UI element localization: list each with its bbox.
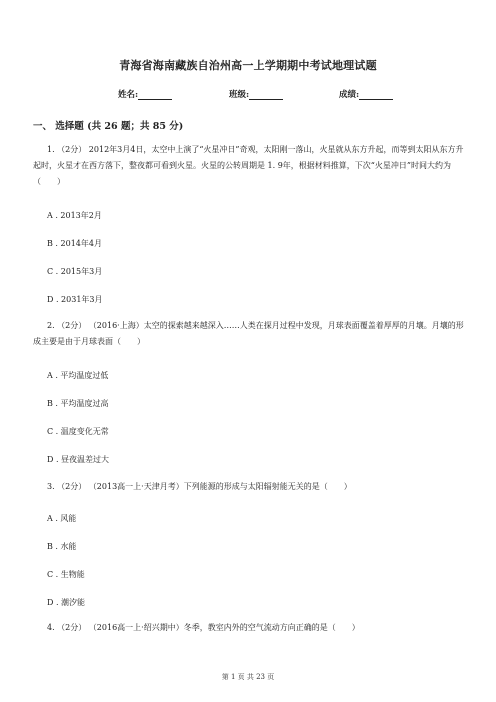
question-3-option-a[interactable]: A . 风能 bbox=[47, 514, 77, 523]
class-blank bbox=[249, 91, 283, 100]
question-2-option-c[interactable]: C . 温度变化无常 bbox=[47, 427, 109, 436]
question-2-option-b[interactable]: B . 平均温度过高 bbox=[47, 399, 109, 408]
question-2 bbox=[33, 318, 465, 350]
score-blank bbox=[359, 91, 393, 100]
page-footer: 第 1 页 共 23 页 bbox=[221, 673, 275, 681]
question-3-option-b[interactable]: B . 水能 bbox=[47, 542, 77, 551]
question-3-text: 3. （2分） （2013高一上·天津月考）下列能源的形成与太阳辐射能无关的是（ ） bbox=[47, 482, 352, 491]
question-3 bbox=[33, 479, 465, 495]
question-4-text: 4. （2分） （2016高一上·绍兴期中）冬季，教室内外的空气流动方向正确的是（ ） bbox=[47, 623, 360, 632]
score-field bbox=[339, 88, 393, 100]
score-label: 成绩: bbox=[339, 90, 360, 100]
class-field bbox=[229, 88, 283, 100]
class-label: 班级: bbox=[229, 90, 250, 100]
question-1-option-c[interactable]: C . 2015年3月 bbox=[47, 267, 103, 276]
question-1-option-d[interactable]: D . 2031年3月 bbox=[47, 295, 103, 304]
section-heading: 一、 选择题 (共 26 题；共 85 分) bbox=[33, 121, 184, 132]
question-2-option-d[interactable]: D . 昼夜温差过大 bbox=[47, 455, 110, 464]
name-label: 姓名: bbox=[118, 90, 139, 100]
question-4 bbox=[33, 620, 465, 636]
question-3-option-c[interactable]: C . 生物能 bbox=[47, 570, 85, 579]
question-1-option-b[interactable]: B . 2014年4月 bbox=[47, 239, 102, 248]
name-field bbox=[118, 88, 172, 100]
question-2-option-a[interactable]: A . 平均温度过低 bbox=[47, 371, 109, 380]
name-blank bbox=[138, 91, 172, 100]
page-title: 青海省海南藏族自治州高一上学期期中考试地理试题 bbox=[119, 59, 377, 72]
question-3-option-d[interactable]: D . 潮汐能 bbox=[47, 598, 86, 607]
question-1-text: 1. （2分） 2012年3月4日，太空中上演了“火星冲日”奇观，太阳刚一落山，火星就从东方升起，而等到太阳从东方升起时，火星才在西方落下，整夜都可看到火星。火星的公转周期是 1. 9年，根据材料推算，下次“火星冲日”时间大约为（ ） bbox=[33, 145, 464, 186]
question-1-option-a[interactable]: A . 2013年2月 bbox=[47, 211, 102, 220]
question-2-text: 2. （2分） （2016·上海）太空的探索越来越深入……人类在探月过程中发现，月球表面覆盖着厚厚的月壤。月壤的形成主要是由于月球表面（ ） bbox=[33, 321, 464, 346]
question-1 bbox=[33, 142, 465, 190]
